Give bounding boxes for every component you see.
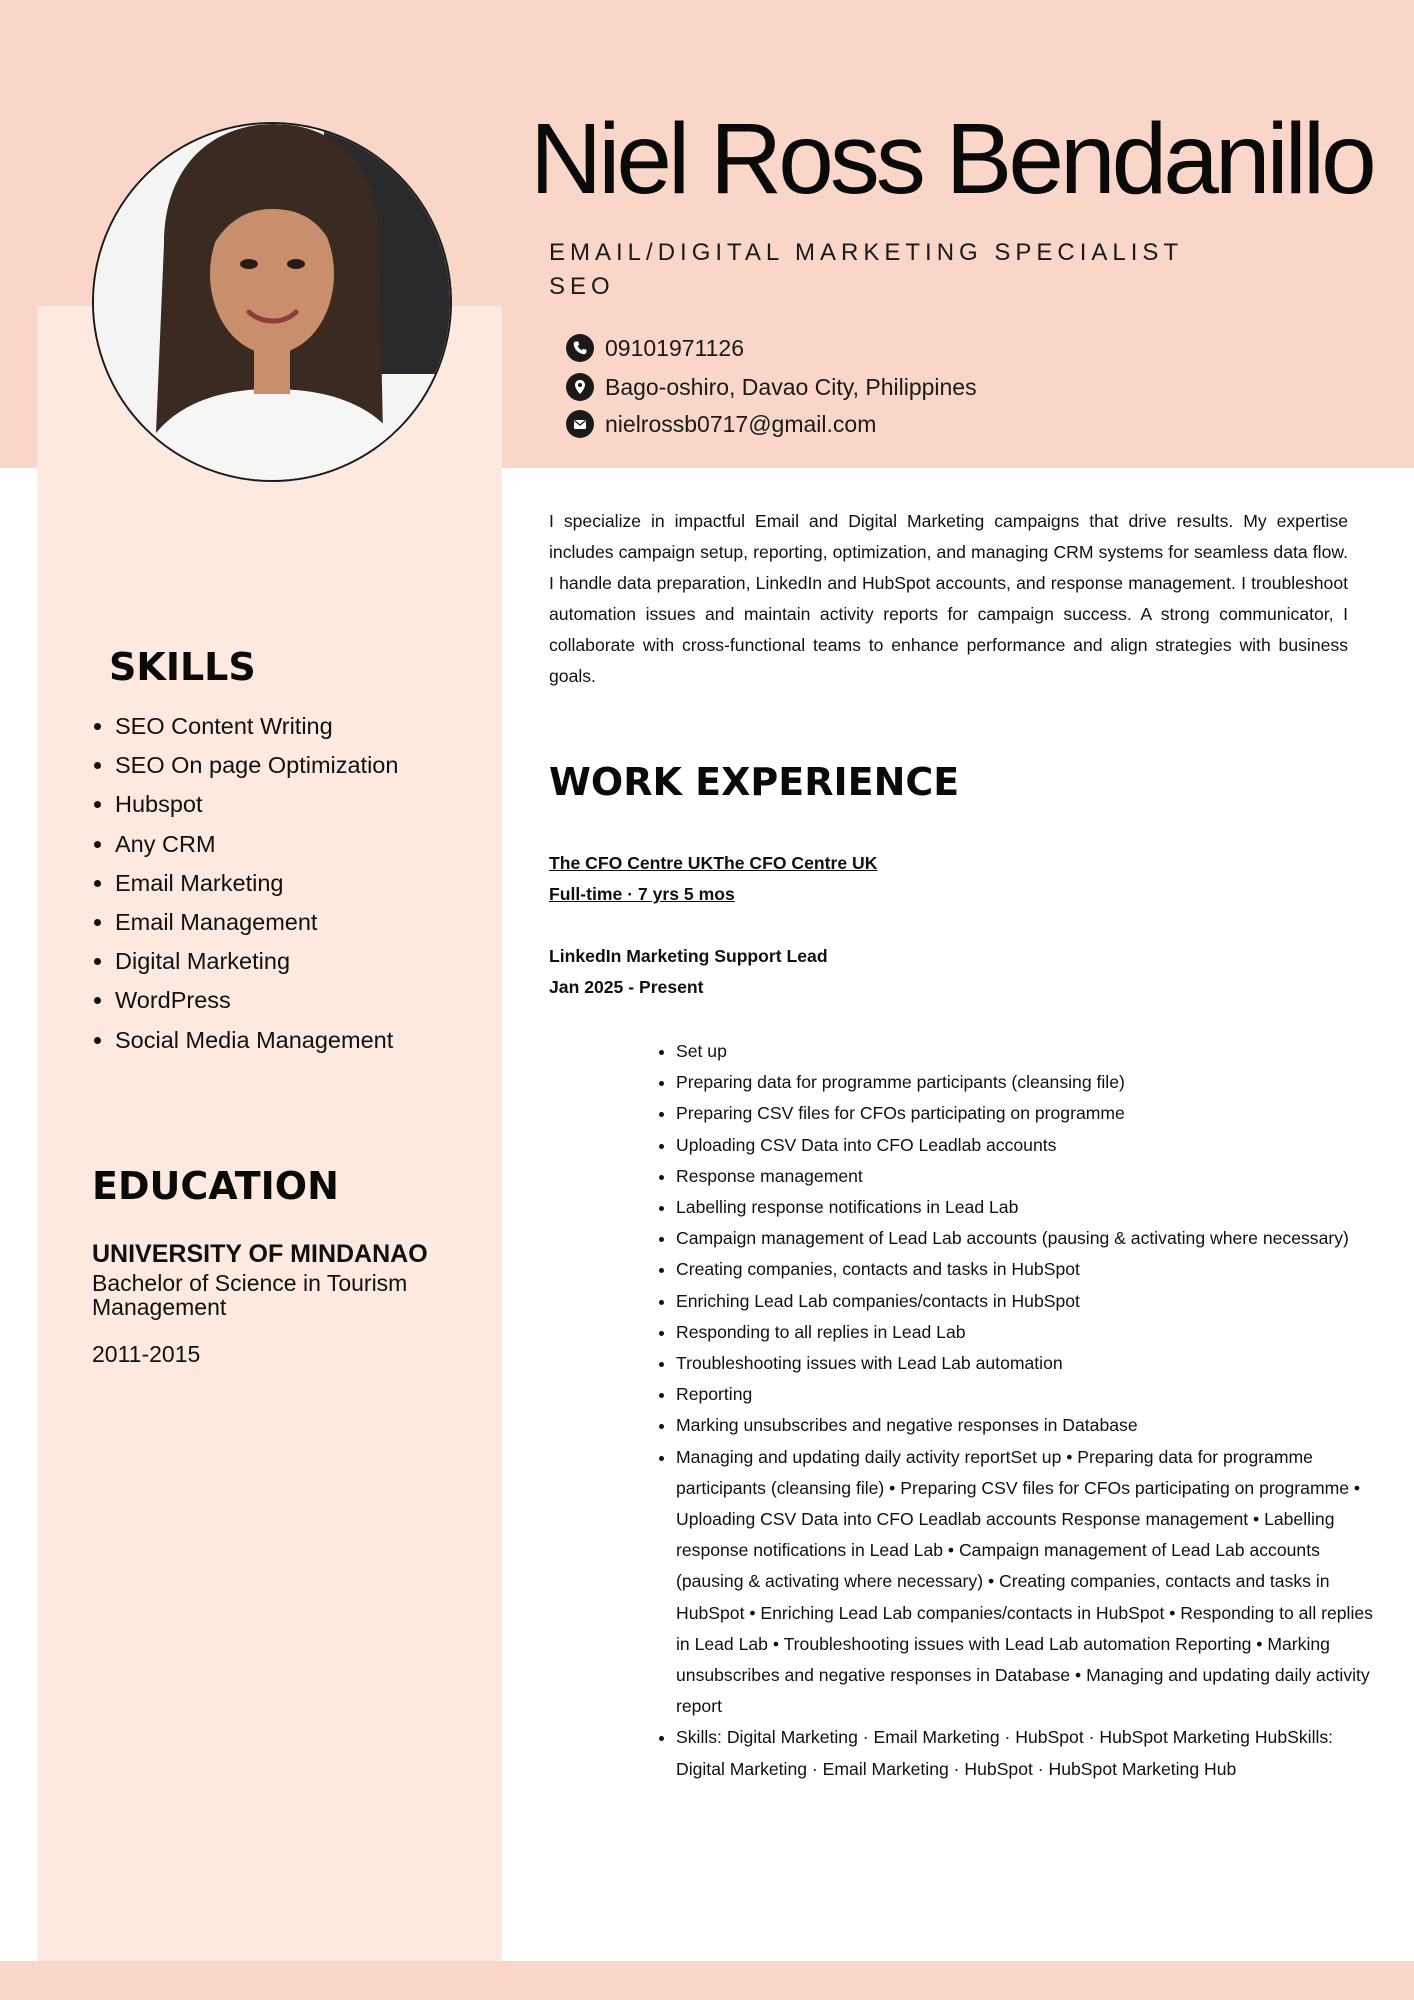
job-role: LinkedIn Marketing Support Lead [549, 946, 828, 966]
company-name: The CFO Centre UKThe CFO Centre UK [549, 853, 878, 873]
job-title: EMAIL/DIGITAL MARKETING SPECIALIST [549, 239, 1184, 266]
candidate-name: Niel Ross Bendanillo [530, 103, 1373, 215]
education-years: 2011-2015 [92, 1341, 201, 1367]
professional-summary: I specialize in impactful Email and Digital Marketing campaigns that drive results. My expertise includes campaign setup, reporting, optimization, and managing CRM systems for seamless data flow. I handle data preparation, LinkedIn and HubSpot accounts, and response management. I troubleshoot automation issues and maintain activity reports for campaign success. A strong communicator, I collaborate with cross-functional teams to enhance performance and align strategies with business goals. [549, 511, 1348, 686]
duty-item: • Managing and updating daily activity reportSet up • Preparing data for programme participants (cleansing file) • Preparing CSV files for CFOs participating on programme • Uploading CSV Data into CFO Leadlab accounts Response management • Labelling response notifications in Lead Lab • Campaign management of Lead Lab accounts (pausing & activating where necessary) • Creating companies, contacts and tasks in HubSpot • Enriching Lead Lab companies/contacts in HubSpot • Responding to all replies in Lead Lab • Troubleshooting issues with Lead Lab automation Reporting • Marking unsubscribes and negative responses in Database • Managing and updating daily activity report [676, 1442, 1376, 1723]
duty-item: • Reporting [676, 1379, 1376, 1410]
duty-item: • Creating companies, contacts and tasks in HubSpot [676, 1254, 1376, 1285]
location-pin-icon [566, 373, 594, 401]
job-duties-list [608, 1036, 1376, 1785]
profile-photo [92, 122, 452, 482]
location-text: Bago-oshiro, Davao City, Philippines [605, 373, 977, 400]
duty-item: • Set up [676, 1036, 1376, 1067]
duty-item: • Campaign management of Lead Lab accounts (pausing & activating where necessary) [676, 1223, 1376, 1254]
work-experience-heading: WORK EXPERIENCE [549, 760, 960, 804]
contact-email [566, 410, 876, 438]
job-dates: Jan 2025 - Present [549, 977, 704, 997]
skill-item: • Digital Marketing [115, 942, 535, 981]
duty-item: • Skills: Digital Marketing · Email Marketing · HubSpot · HubSpot Marketing HubSkills: Digital Marketing · Email Marketing · HubSpot · HubSpot Marketing Hub [676, 1722, 1376, 1784]
skill-item: • Email Marketing [115, 864, 535, 903]
skill-item: • Hubspot [115, 785, 535, 824]
duty-item: • Uploading CSV Data into CFO Leadlab accounts [676, 1130, 1376, 1161]
employment-type: Full-time · 7 yrs 5 mos [549, 884, 735, 904]
phone-icon [566, 334, 594, 362]
duty-item: • Response management [676, 1161, 1376, 1192]
skill-item: • Social Media Management [115, 1021, 535, 1060]
skill-item: • Any CRM [115, 825, 535, 864]
duty-item: • Preparing data for programme participants (cleansing file) [676, 1067, 1376, 1098]
duty-item: • Marking unsubscribes and negative responses in Database [676, 1410, 1376, 1441]
job-title-secondary: SEO [549, 273, 615, 300]
contact-phone [566, 334, 744, 362]
footer-band [0, 1961, 1414, 2000]
duty-item: • Troubleshooting issues with Lead Lab automation [676, 1348, 1376, 1379]
skills-heading: SKILLS [109, 645, 256, 689]
envelope-icon [566, 410, 594, 438]
duty-item: • Enriching Lead Lab companies/contacts in HubSpot [676, 1286, 1376, 1317]
sidebar-panel [37, 306, 502, 1961]
skill-item: • SEO On page Optimization [115, 746, 535, 785]
skill-item: • Email Management [115, 903, 535, 942]
phone-number[interactable]: 09101971126 [605, 334, 744, 361]
degree: Bachelor of Science in Tourism Management [92, 1270, 408, 1320]
duty-item: • Labelling response notifications in Lead Lab [676, 1192, 1376, 1223]
duty-item: • Preparing CSV files for CFOs participating on programme [676, 1098, 1376, 1129]
skill-item: • WordPress [115, 981, 535, 1020]
skills-list [68, 707, 535, 1060]
contact-location [566, 373, 977, 401]
duty-item: • Responding to all replies in Lead Lab [676, 1317, 1376, 1348]
education-heading: EDUCATION [92, 1164, 339, 1208]
school-name: UNIVERSITY OF MINDANAO [92, 1240, 428, 1268]
email-address[interactable]: nielrossb0717@gmail.com [605, 410, 877, 437]
skill-item: • SEO Content Writing [115, 707, 535, 746]
